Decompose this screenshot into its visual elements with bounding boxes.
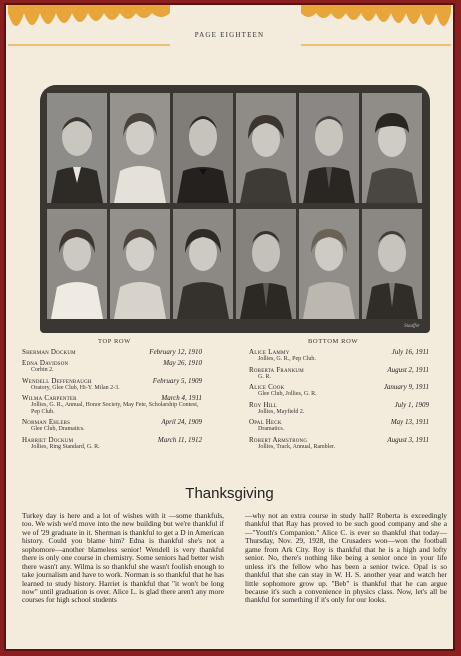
portrait-sherman-dockum: [47, 93, 107, 203]
roster-entry: [249, 418, 429, 433]
roster-entry: [249, 366, 429, 381]
student-name: Edna Davidson: [22, 359, 69, 367]
activities: Jollies, Track, Annual, Rambler.: [258, 443, 336, 450]
student-name: Roy Hill: [249, 400, 278, 409]
roster-entry: [249, 436, 429, 451]
roster-entry: [22, 377, 202, 392]
portrait-wendell-deffenbaugh: [173, 93, 233, 203]
student-name: Sherman Dockum: [22, 348, 76, 356]
portrait-roy-hill: [236, 209, 296, 319]
birth-date: May 13, 1911: [390, 418, 429, 427]
student-name: Roberta Frankum: [249, 365, 304, 374]
portrait-harriet-dockum: [362, 93, 422, 203]
roster-entry: [249, 401, 429, 416]
portrait-roberta-frankum: [110, 209, 170, 319]
roster-entry: [22, 436, 202, 451]
top-row-label: TOP ROW: [98, 338, 131, 345]
activities: G. R.: [258, 373, 271, 380]
yearbook-page: [4, 3, 455, 651]
roster-entry: [22, 359, 202, 374]
activities: Oratory, Glee Club, Hi-Y. Milan 2-3.: [31, 384, 120, 391]
activities: Jollies, G. R., Pep Club.: [258, 356, 316, 362]
portrait-robert-armstrong: [362, 209, 422, 319]
birth-date: February 5, 1909: [152, 376, 202, 385]
top-row-roster: [22, 348, 202, 454]
photographer-signature: Stauffer: [404, 324, 420, 329]
portrait-edna-davidson: [110, 93, 170, 203]
birth-date: March 4, 1911: [161, 394, 202, 403]
birth-date: February 12, 1910: [149, 348, 202, 356]
roster-entry: [22, 394, 202, 415]
roster-entry: [249, 348, 429, 363]
portrait-alice-cook: [173, 209, 233, 319]
corner-ornament-left: [8, 5, 170, 49]
birth-date: April 24, 1909: [161, 418, 202, 427]
article-column-right: —why not an extra course in study hall? Roberta is exceedingly thankful that Ray has proved to be such good company and she a—"Youth's Companion." Alice C. is ever so thankful that today—Thursday, Nov. 29, 1928, the Crusaders won—won the football game from Ark City. Roy is thankful that he is a high and lofty senior. No, there's nothing like being a senior once in your life unless it's the fellow who has been a senior twice. Opal is so thankful that she can stay in W. H. S. another year and watch her little sophomore grow up. "Beb" is thankful that he can argue because it's such a convenience in physics class. Now, let's all be thankful for something if it's only for our looks.: [245, 511, 447, 605]
student-name: Alice Cook: [249, 383, 285, 392]
portrait-alice-lammy: [47, 209, 107, 319]
student-name: Alice Lammy: [249, 348, 290, 356]
student-name: Robert Armstrong: [249, 435, 308, 444]
bottom-row-label: BOTTOM ROW: [308, 338, 359, 345]
student-name: Norman Ehlers: [22, 418, 71, 427]
birth-date: January 9, 1911: [383, 383, 429, 392]
student-name: Wendell Deffenbaugh: [22, 376, 92, 385]
corner-ornament-right: [301, 5, 451, 49]
activities: Jollies, Mayfield 2.: [258, 408, 305, 415]
activities: Glee Club, Jollies, G. R.: [258, 391, 317, 398]
page-number-heading: PAGE EIGHTEEN: [194, 31, 265, 39]
roster-entry: [22, 348, 202, 356]
birth-date: August 3, 1911: [387, 435, 429, 444]
activities: Corbin 2.: [31, 367, 54, 373]
portrait-norman-ehlers: [299, 93, 359, 203]
student-name: Wilma Carpenter: [22, 394, 77, 403]
bottom-row-roster: [249, 348, 429, 454]
class-photo-panel: [40, 85, 430, 333]
activities: Jollies, Ring Standard, G. R.: [31, 443, 100, 450]
roster-entry: [249, 383, 429, 398]
roster-entry: [22, 418, 202, 433]
birth-date: May 26, 1910: [163, 359, 202, 367]
activities: Glee Club, Dramatics.: [31, 426, 85, 433]
article-column-left: Turkey day is here and a lot of wishes with it —some thankfuls, too. We wish we'd move into the new building but we're thankful if we of '29 graduate in it. Sherman is thankful to get a D in American history. Could you blame him? Edna is thankful she's not a sophomore—another blameless senior! Wendell is very thankful there is only one course in chemistry. Some seniors had better wish there wasn't any. Wilma is so thankful she wasn't foolish enough to take journalism and have to work. Norman is so thankful that he has learned to study history. Harriet is thankful that "it won't be long now" until graduation is over. Alice L. is glad there aren't any more courses for high school students: [22, 511, 224, 605]
student-name: Harriet Dockum: [22, 435, 74, 444]
activities: Dramatics.: [258, 426, 285, 433]
birth-date: August 2, 1911: [387, 365, 429, 374]
student-name: Opal Heck: [249, 418, 282, 427]
birth-date: July 16, 1911: [391, 348, 429, 356]
article-title: Thanksgiving: [185, 485, 274, 502]
portrait-opal-heck: [299, 209, 359, 319]
portrait-wilma-carpenter: [236, 93, 296, 203]
birth-date: July 1, 1909: [394, 400, 429, 409]
birth-date: March 11, 1912: [157, 435, 202, 444]
activities: Jollies, G. R., Annual, Honor Society, May Fete, Scholarship Contest, Pep Club.: [31, 402, 199, 415]
